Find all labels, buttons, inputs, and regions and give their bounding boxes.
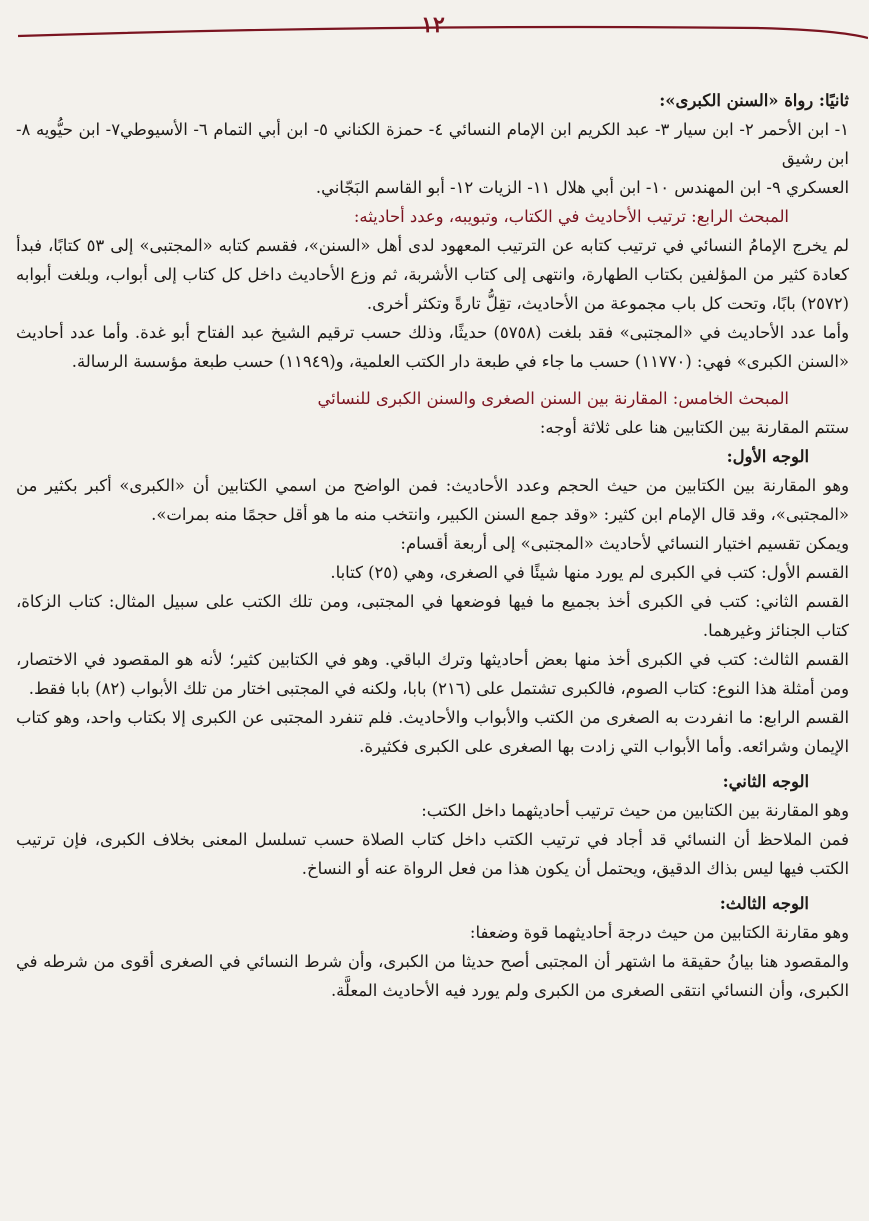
section-heading-5: المبحث الخامس: المقارنة بين السنن الصغرى والسنن الكبرى للنسائي <box>317 389 789 408</box>
paragraph-aspect-3: وهو مقارنة الكتابين من حيث درجة أحاديثهما قوة وضعفا: <box>469 923 849 942</box>
section-heading-4: المبحث الرابع: ترتيب الأحاديث في الكتاب، وتبويبه، وعدد أحاديثه: <box>353 207 789 226</box>
page-number: ١٢ <box>421 12 445 38</box>
paragraph-aspect-2: وهو المقارنة بين الكتابين من حيث ترتيب أحاديثهما داخل الكتب: <box>421 801 849 820</box>
paragraph-hadith-count: وأما عدد الأحاديث في «المجتبى» فقد بلغت (٥٧٥٨) حديثًا، وذلك حسب ترقيم الشيخ عبد الفتاح أبو غدة. وأما عدد أحاديث «السنن الكبرى» فهي: (١١٧٧٠) حسب ما جاء في طبعة دار الكتب العلمية، و(١١٩٤٩) حسب طبعة مؤسسة الرسالة. <box>16 323 849 371</box>
aspect-heading-2: الوجه الثاني: <box>722 772 809 791</box>
aspect-heading-3: الوجه الثالث: <box>719 894 809 913</box>
paragraph-aspect-3-detail: والمقصود هنا بيانُ حقيقة ما اشتهر أن المجتبى أصح حديثا من الكبرى، وأن شرط النسائي في الصغرى أقوى من شرطه في الكبرى، وأن النسائي انتقى الصغرى من الكبرى ولم يورد فيه الأحاديث المعلَّة. <box>16 952 849 1000</box>
paragraph-part-2: القسم الثاني: كتب في الكبرى أخذ بجميع ما فيها فوضعها في المجتبى، ومن تلك الكتب على سبيل المثال: كتاب الزكاة، كتاب الجنائز وغيرهما. <box>16 592 849 640</box>
paragraph-part-1: القسم الأول: كتب في الكبرى لم يورد منها شيئًا في الصغرى، وهي (٢٥) كتابا. <box>330 563 849 582</box>
paragraph-part-4: القسم الرابع: ما انفردت به الصغرى من الكتب والأبواب والأحاديث. فلم تنفرد المجتبى عن الكبرى إلا بكتاب واحد، وهو كتاب الإيمان وشرائعه. وأما الأبواب التي زادت بها الصغرى على الكبرى فكثيرة. <box>16 708 849 756</box>
paragraph-narrators-list-2: العسكري ٩- ابن المهندس ١٠- ابن أبي هلال ١١- الزيات ١٢- أبو القاسم البَجّاني. <box>315 178 849 197</box>
aspect-heading-1: الوجه الأول: <box>726 447 809 466</box>
paragraph-division-intro: ويمكن تقسيم اختيار النسائي لأحاديث «المجتبى» إلى أربعة أقسام: <box>400 534 849 553</box>
paragraph-narrators-heading: ثانيًا: رواة «السنن الكبرى»: <box>659 91 849 110</box>
paragraph-narrators-list-1: ١- ابن الأحمر ٢- ابن سيار ٣- عبد الكريم ابن الإمام النسائي ٤- حمزة الكناني ٥- ابن أبي التمام ٦- الأسيوطي٧- ابن حيُّويه ٨- ابن رشيق <box>16 120 849 168</box>
page-body <box>16 86 849 1005</box>
paragraph-aspect-1: وهو المقارنة بين الكتابين من حيث الحجم وعدد الأحاديث: فمن الواضح من اسمي الكتابين أن «الكبرى» أكبر بكثير من «المجتبى»، وقد قال الإمام ابن كثير: «وقد جمع السنن الكبير، وانتخب منه ما هو أقل حجمًا منه بمرات». <box>16 476 849 524</box>
paragraph-arrangement: لم يخرج الإمامُ النسائي في ترتيب كتابه عن الترتيب المعهود لدى أهل «السنن»، فقسم كتابه «المجتبى» إلى ٥٣ كتابًا، فبدأ كعادة كثير من المؤلفين بكتاب الطهارة، وانتهى إلى كتاب الأشربة، ثم وزع الأحاديث داخل كل كتاب إلى أبواب، وبلغت أبوابه (٢٥٧٢) بابًا، وتحت كل باب مجموعة من الأحاديث، تقِلُّ تارةً وتكثر أخرى. <box>16 236 849 313</box>
paragraph-aspect-2-detail: فمن الملاحظ أن النسائي قد أجاد في ترتيب الكتب داخل كتاب الصلاة حسب تسلسل المعنى بخلاف الكبرى، فإن ترتيب الكتب فيها ليس بذاك الدقيق، ويحتمل أن يكون هذا من فعل الرواة عنه أو النساخ. <box>16 830 849 878</box>
paragraph-comparison-intro: ستتم المقارنة بين الكتابين هنا على ثلاثة أوجه: <box>539 418 849 437</box>
paragraph-part-3: القسم الثالث: كتب في الكبرى أخذ منها بعض أحاديثها وترك الباقي. وهو في الكتابين كثير؛ لأنه هو المقصود في الاختصار، ومن أمثلة هذا النوع: كتاب الصوم، فالكبرى تشتمل على (٢١٦) بابا، ولكنه في المجتبى اختار من تلك الأبواب (٨٢) بابا فقط. <box>16 650 849 698</box>
